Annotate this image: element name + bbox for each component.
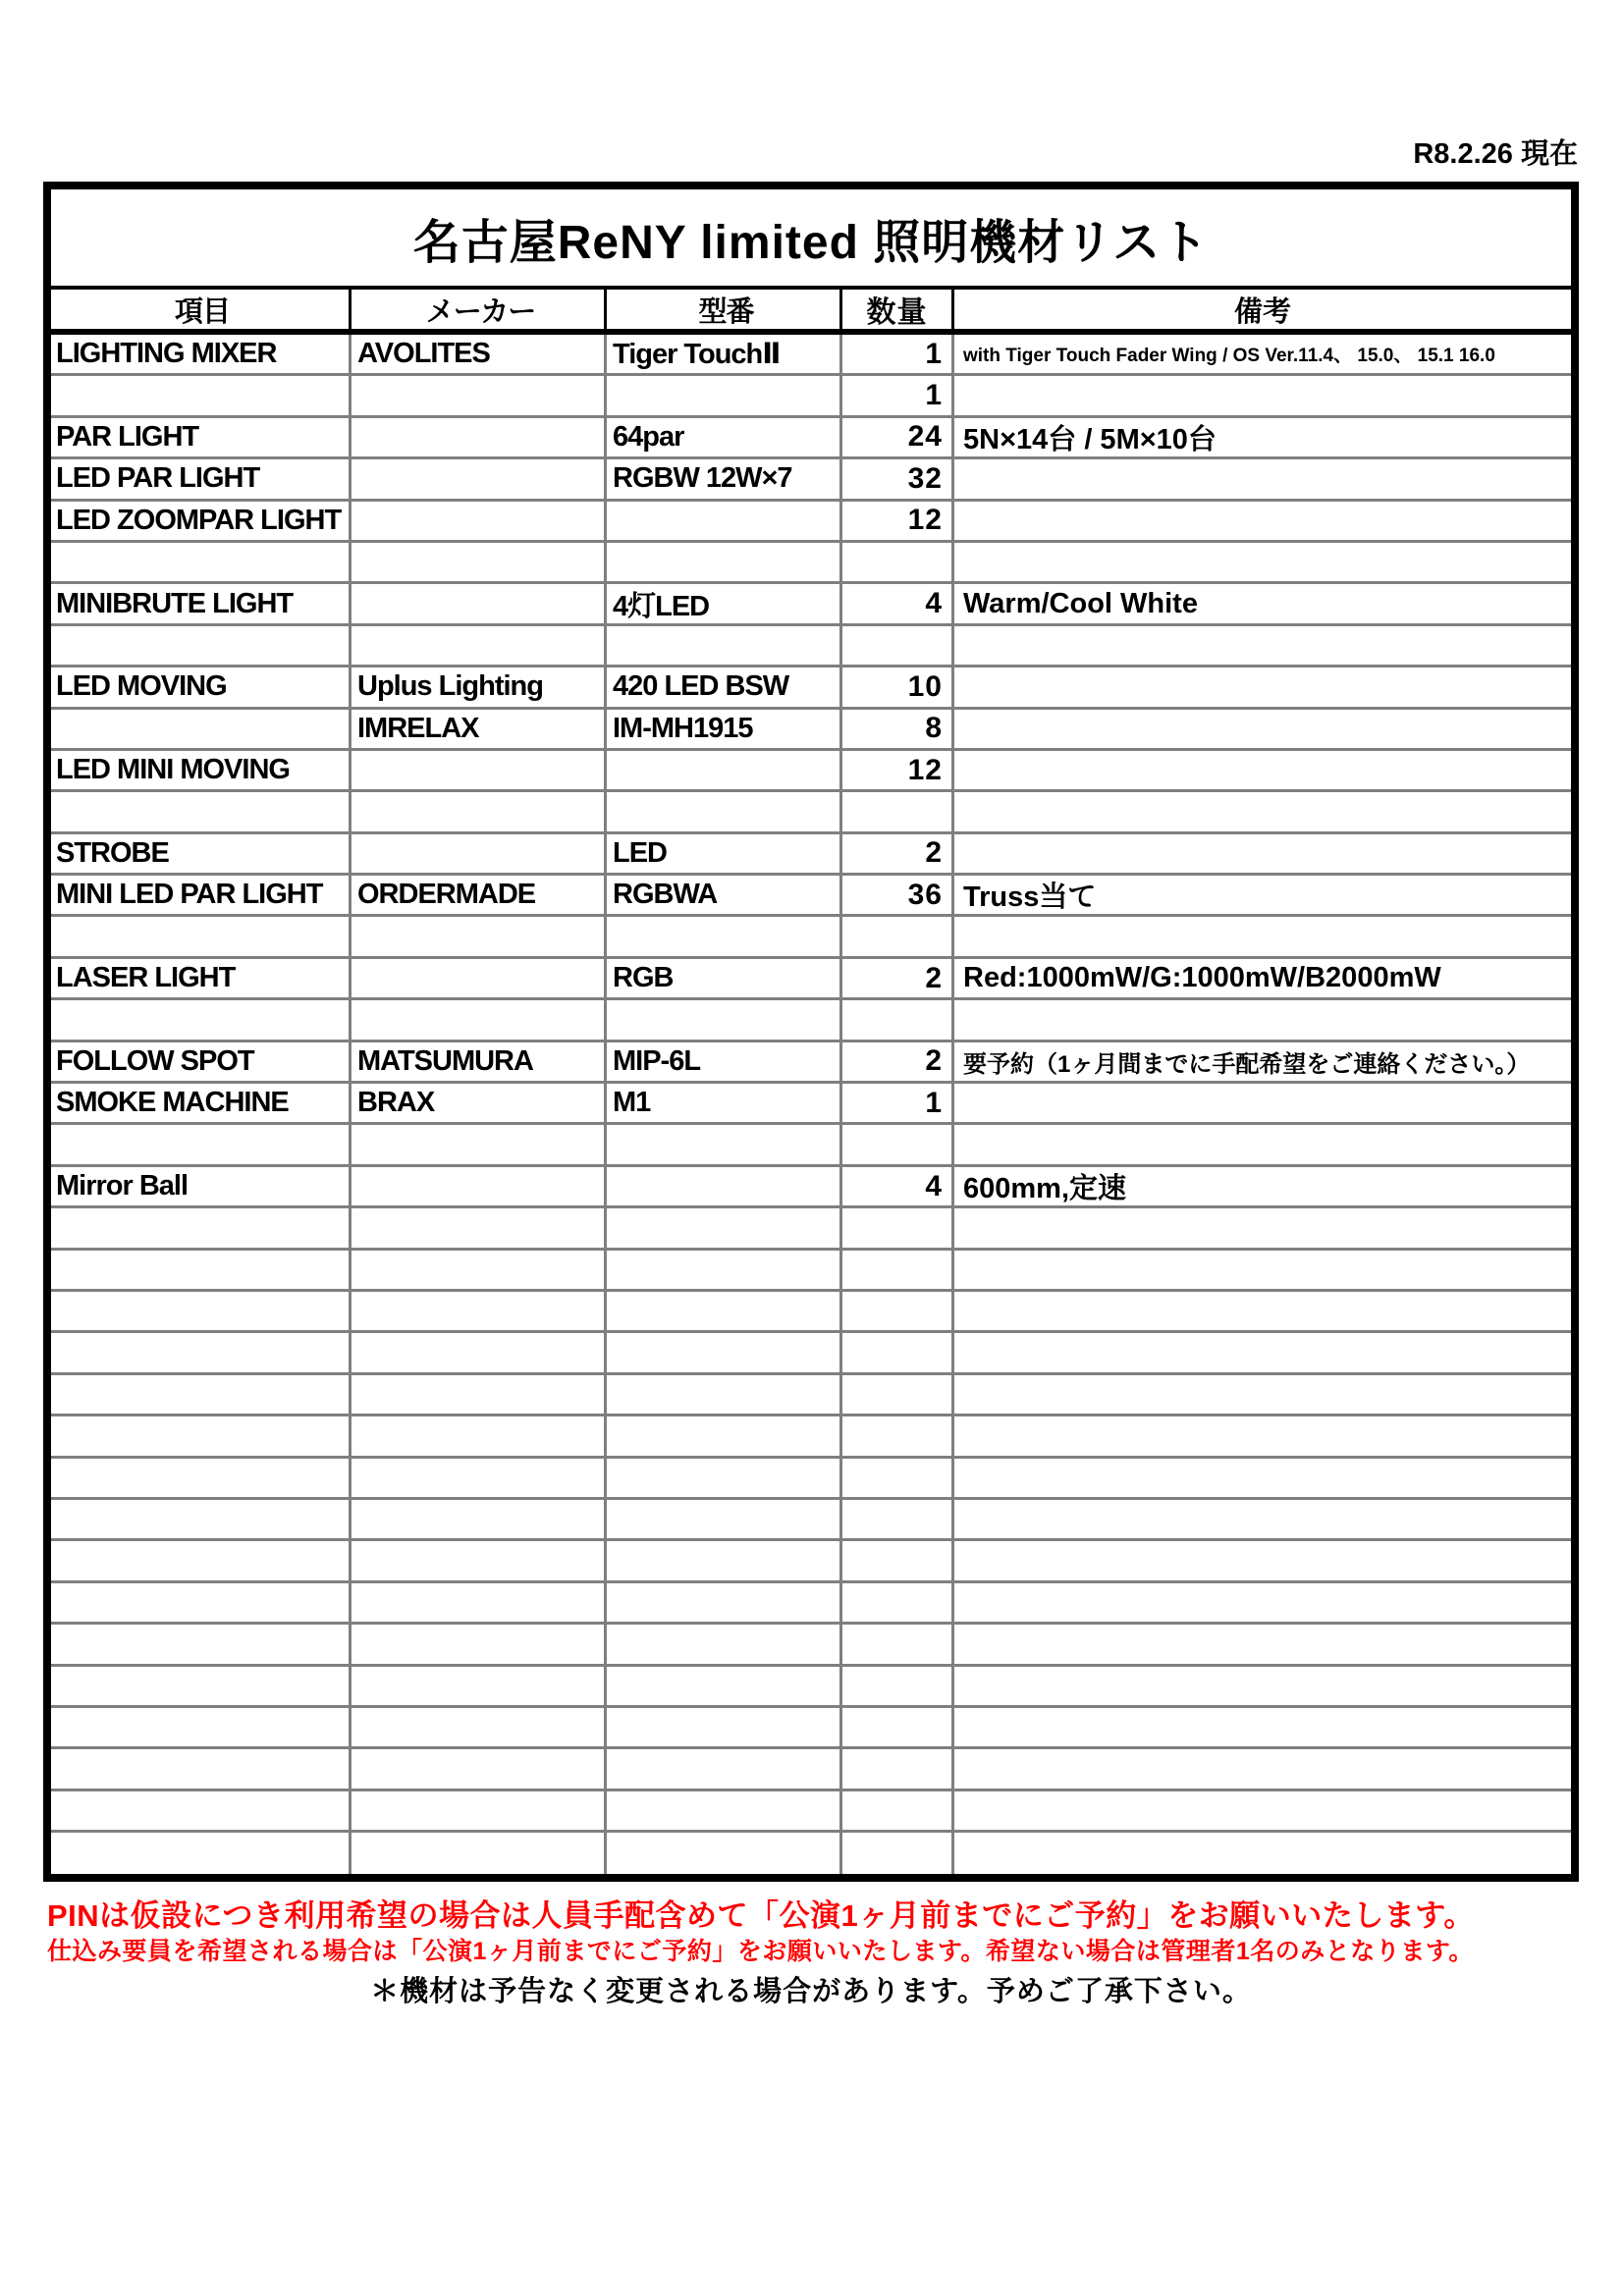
table-header-row: [51, 290, 1571, 335]
cell-item: [51, 1459, 352, 1497]
cell-qty: [842, 1333, 954, 1371]
table-row: [51, 1708, 1571, 1749]
cell-maker: [352, 792, 607, 830]
cell-maker: [352, 1333, 607, 1371]
cell-item: [51, 1708, 352, 1746]
table-row: [51, 959, 1571, 1000]
column-header-note: 備考: [1233, 295, 1291, 328]
cell-item: [51, 1791, 352, 1830]
cell-maker: [352, 1251, 607, 1289]
table-row: [51, 1541, 1571, 1582]
cell-maker: [352, 459, 607, 498]
cell-model: [607, 1749, 842, 1788]
table-row: [51, 502, 1571, 543]
table-row: [51, 1833, 1571, 1874]
table-row: [51, 626, 1571, 667]
column-header-maker: メーカー: [352, 290, 607, 329]
cell-item: [51, 376, 352, 414]
cell-model: [607, 1833, 842, 1874]
cell-maker: [352, 1000, 607, 1039]
cell-qty: 32: [842, 459, 954, 498]
table-row: [51, 876, 1571, 917]
cell-qty: [842, 1749, 954, 1788]
cell-note: [954, 1416, 1571, 1455]
cell-model: 420 LED BSW: [607, 667, 842, 706]
cell-qty: 10: [842, 667, 954, 706]
cell-model: [607, 1000, 842, 1039]
table-row: [51, 543, 1571, 584]
cell-qty: [842, 1375, 954, 1414]
cell-qty: [842, 1583, 954, 1622]
cell-model: [607, 751, 842, 789]
table-row: [51, 376, 1571, 417]
column-header-item: 項目: [51, 290, 352, 329]
table-row: [51, 1292, 1571, 1333]
table-row: [51, 1333, 1571, 1374]
table-row: [51, 1749, 1571, 1790]
cell-item: LASER LIGHT: [51, 959, 352, 997]
cell-note: Red:1000mW/G:1000mW/B2000mW: [963, 962, 1441, 994]
cell-maker: [352, 626, 607, 665]
table-row: [51, 1208, 1571, 1250]
cell-note: [954, 1459, 1571, 1497]
cell-note: [954, 1749, 1571, 1788]
cell-qty: 1: [842, 376, 954, 414]
cell-model: [607, 1541, 842, 1579]
cell-note: [954, 710, 1571, 748]
cell-maker: [352, 1292, 607, 1330]
cell-qty: [842, 1541, 954, 1579]
cell-item: [51, 543, 352, 581]
cell-note: [954, 1000, 1571, 1039]
cell-note: [954, 1208, 1571, 1247]
cell-note: [954, 751, 1571, 789]
table-row: [51, 1625, 1571, 1666]
cell-item: [51, 710, 352, 748]
table-row: [51, 1125, 1571, 1166]
cell-maker: [352, 917, 607, 955]
cell-item: [51, 1500, 352, 1538]
table-row: [51, 1084, 1571, 1125]
table-row: [51, 459, 1571, 501]
cell-item: [51, 1292, 352, 1330]
cell-item: [51, 1625, 352, 1663]
cell-model: [607, 1416, 842, 1455]
cell-note: [954, 1500, 1571, 1538]
table-row: [51, 1791, 1571, 1833]
cell-item: [51, 917, 352, 955]
cell-model: [607, 502, 842, 540]
cell-item: [51, 1833, 352, 1874]
cell-maker: [352, 543, 607, 581]
cell-maker: [352, 1416, 607, 1455]
table-row: [51, 1500, 1571, 1541]
cell-item: [51, 1375, 352, 1414]
cell-item: [51, 1125, 352, 1163]
cell-qty: [842, 917, 954, 955]
table-row: [51, 1583, 1571, 1625]
cell-qty: 36: [842, 876, 954, 914]
cell-maker: Uplus Lighting: [352, 667, 607, 706]
cell-maker: [352, 1459, 607, 1497]
cell-maker: [352, 1667, 607, 1705]
table-row: [51, 751, 1571, 792]
cell-model: [607, 543, 842, 581]
cell-maker: [352, 584, 607, 622]
cell-item: [51, 1667, 352, 1705]
cell-model: LED: [607, 834, 842, 873]
cell-note: with Tiger Touch Fader Wing / OS Ver.11.4、 15.0、 15.1 16.0: [963, 346, 1495, 367]
cell-model: MIP-6L: [607, 1042, 842, 1081]
cell-note: [954, 459, 1571, 498]
cell-maker: [352, 1791, 607, 1830]
cell-note: [954, 1667, 1571, 1705]
cell-note: [954, 1708, 1571, 1746]
footer-warning-secondary: 仕込み要員を希望される場合は「公演1ヶ月前までにご予約」をお願いいたします。希望ない場合は管理者1名のみとなります。: [47, 1938, 1474, 1965]
cell-qty: [842, 1208, 954, 1247]
cell-note: [954, 834, 1571, 873]
cell-qty: [842, 626, 954, 665]
cell-qty: 2: [842, 834, 954, 873]
cell-qty: 2: [842, 1042, 954, 1081]
column-header-qty: 数量: [842, 290, 954, 329]
cell-item: [51, 1000, 352, 1039]
cell-item: [51, 1251, 352, 1289]
cell-maker: ORDERMADE: [352, 876, 607, 914]
date-stamp: R8.2.26 現在: [1413, 138, 1578, 170]
cell-maker: AVOLITES: [352, 335, 607, 373]
cell-model: IM-MH1915: [607, 710, 842, 748]
cell-qty: [842, 1459, 954, 1497]
cell-item: [51, 1541, 352, 1579]
table-row: [51, 1459, 1571, 1500]
cell-maker: [352, 376, 607, 414]
cell-model: [607, 1251, 842, 1289]
cell-note: 5N×14台 / 5M×10台: [963, 423, 1217, 455]
cell-qty: [842, 1251, 954, 1289]
cell-note: [954, 1625, 1571, 1663]
cell-qty: [842, 1125, 954, 1163]
cell-qty: 8: [842, 710, 954, 748]
table-row: [51, 667, 1571, 709]
cell-item: [51, 1208, 352, 1247]
cell-qty: [842, 792, 954, 830]
cell-model: [607, 1333, 842, 1371]
cell-maker: MATSUMURA: [352, 1042, 607, 1081]
cell-qty: [842, 1791, 954, 1830]
cell-qty: [842, 1000, 954, 1039]
cell-note: [954, 917, 1571, 955]
cell-model: [607, 1625, 842, 1663]
cell-item: PAR LIGHT: [51, 418, 352, 456]
cell-note: [954, 1251, 1571, 1289]
cell-maker: [352, 502, 607, 540]
cell-note: [954, 626, 1571, 665]
cell-item: LED PAR LIGHT: [51, 459, 352, 498]
table-row: [51, 834, 1571, 876]
table-row: [51, 1667, 1571, 1708]
cell-model: [607, 917, 842, 955]
cell-item: MINIBRUTE LIGHT: [51, 584, 352, 622]
cell-qty: 1: [842, 335, 954, 373]
cell-qty: 1: [842, 1084, 954, 1122]
cell-maker: [352, 1749, 607, 1788]
cell-item: LED ZOOMPAR LIGHT: [51, 502, 352, 540]
cell-maker: [352, 418, 607, 456]
cell-note: 要予約（1ヶ月間までに手配希望をご連絡ください。）: [963, 1050, 1531, 1078]
cell-model: [607, 1791, 842, 1830]
cell-maker: [352, 751, 607, 789]
cell-note: [954, 1833, 1571, 1874]
cell-qty: 12: [842, 502, 954, 540]
cell-model: RGBW 12W×7: [607, 459, 842, 498]
cell-model: M1: [607, 1084, 842, 1122]
cell-model: [607, 1667, 842, 1705]
cell-item: [51, 1416, 352, 1455]
cell-maker: BRAX: [352, 1084, 607, 1122]
cell-maker: [352, 1125, 607, 1163]
cell-qty: 12: [842, 751, 954, 789]
cell-note: [954, 1375, 1571, 1414]
cell-model: RGB: [607, 959, 842, 997]
cell-item: SMOKE MACHINE: [51, 1084, 352, 1122]
cell-qty: [842, 1833, 954, 1874]
table-row: [51, 710, 1571, 751]
table-row: [51, 335, 1571, 376]
cell-note: [954, 792, 1571, 830]
cell-model: 64par: [607, 418, 842, 456]
cell-note: Warm/Cool White: [963, 587, 1198, 619]
cell-model: [607, 1208, 842, 1247]
cell-maker: [352, 1583, 607, 1622]
cell-note: [954, 1333, 1571, 1371]
cell-maker: [352, 834, 607, 873]
cell-item: [51, 1749, 352, 1788]
cell-model: [607, 1708, 842, 1746]
cell-note: Truss当て: [963, 881, 1097, 914]
cell-maker: [352, 1625, 607, 1663]
table-row: [51, 418, 1571, 459]
table-row: [51, 1042, 1571, 1084]
cell-model: Tiger TouchⅡ: [607, 335, 842, 373]
cell-item: [51, 792, 352, 830]
cell-model: [607, 792, 842, 830]
cell-qty: 24: [842, 418, 954, 456]
cell-item: [51, 626, 352, 665]
cell-item: STROBE: [51, 834, 352, 873]
table-row: [51, 1416, 1571, 1458]
cell-model: [607, 1375, 842, 1414]
cell-model: [607, 1125, 842, 1163]
cell-note: [954, 543, 1571, 581]
page-title: 名古屋ReNY limited 照明機材リスト: [51, 189, 1571, 290]
cell-qty: [842, 1667, 954, 1705]
cell-item: LED MINI MOVING: [51, 751, 352, 789]
cell-note: [954, 1125, 1571, 1163]
cell-qty: [842, 543, 954, 581]
cell-maker: [352, 959, 607, 997]
cell-model: RGBWA: [607, 876, 842, 914]
cell-model: [607, 1500, 842, 1538]
cell-qty: [842, 1500, 954, 1538]
cell-maker: [352, 1500, 607, 1538]
cell-maker: [352, 1833, 607, 1874]
cell-maker: [352, 1708, 607, 1746]
cell-item: LIGHTING MIXER: [51, 335, 352, 373]
cell-model: 4灯LED: [607, 584, 842, 622]
cell-qty: 4: [842, 1167, 954, 1205]
cell-note: [954, 1791, 1571, 1830]
equipment-table: [43, 182, 1579, 1882]
cell-maker: [352, 1208, 607, 1247]
cell-model: [607, 1459, 842, 1497]
cell-note: [954, 1541, 1571, 1579]
footer-disclaimer: ＊機材は予告なく変更される場合があります。予めご了承下さい。: [370, 1976, 1252, 2007]
table-row: [51, 1375, 1571, 1416]
cell-qty: 2: [842, 959, 954, 997]
cell-qty: 4: [842, 584, 954, 622]
table-row: [51, 1000, 1571, 1041]
table-row: [51, 917, 1571, 958]
cell-model: [607, 1167, 842, 1205]
table-row: [51, 584, 1571, 625]
cell-model: [607, 1583, 842, 1622]
cell-qty: [842, 1708, 954, 1746]
cell-qty: [842, 1625, 954, 1663]
column-header-model: 型番: [607, 290, 842, 329]
cell-maker: [352, 1375, 607, 1414]
table-row: [51, 792, 1571, 833]
table-row: [51, 1167, 1571, 1208]
cell-item: [51, 1583, 352, 1622]
cell-item: FOLLOW SPOT: [51, 1042, 352, 1081]
cell-model: [607, 626, 842, 665]
cell-note: [954, 376, 1571, 414]
cell-maker: IMRELAX: [352, 710, 607, 748]
table-row: [51, 1251, 1571, 1292]
cell-item: LED MOVING: [51, 667, 352, 706]
cell-item: Mirror Ball: [51, 1167, 352, 1205]
cell-item: MINI LED PAR LIGHT: [51, 876, 352, 914]
cell-maker: [352, 1167, 607, 1205]
cell-model: [607, 1292, 842, 1330]
cell-item: [51, 1333, 352, 1371]
cell-note: [954, 1084, 1571, 1122]
cell-qty: [842, 1292, 954, 1330]
cell-qty: [842, 1416, 954, 1455]
cell-note: [954, 1583, 1571, 1622]
cell-note: [954, 667, 1571, 706]
cell-note: [954, 1292, 1571, 1330]
cell-model: [607, 376, 842, 414]
table-body: [51, 335, 1571, 1874]
footer-warning-primary: PINは仮設につき利用希望の場合は人員手配含めて「公演1ヶ月前までにご予約」をお願いいたします。: [47, 1898, 1475, 1933]
cell-note: 600mm,定速: [963, 1173, 1127, 1205]
cell-maker: [352, 1541, 607, 1579]
cell-note: [954, 502, 1571, 540]
